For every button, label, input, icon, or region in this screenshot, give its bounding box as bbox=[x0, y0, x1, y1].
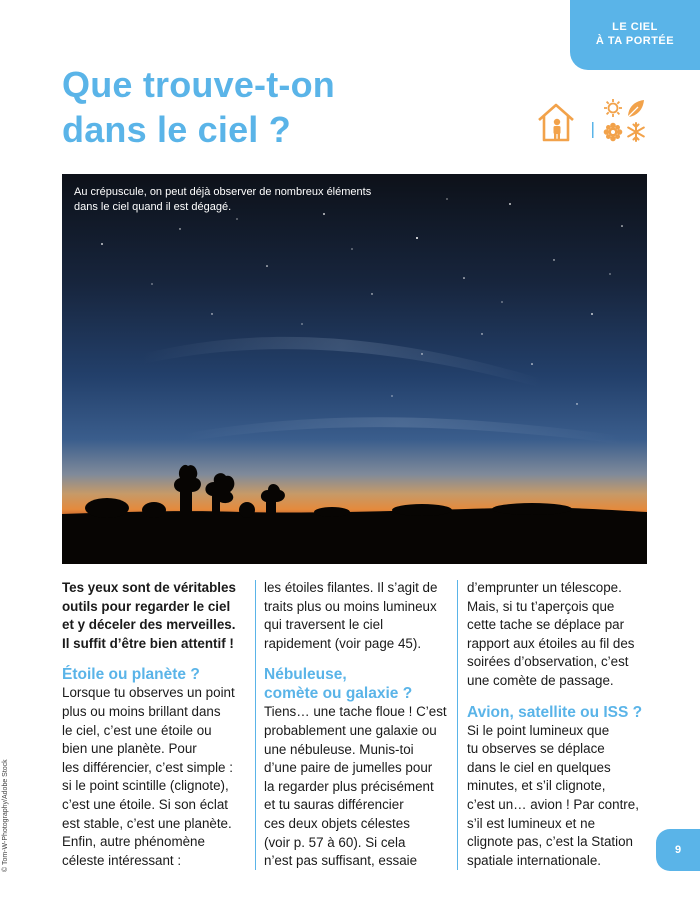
text-line: spatiale internationale. bbox=[467, 852, 601, 868]
photo-credit: © Tom-W-Photography/Adobe Stock bbox=[2, 759, 9, 872]
text-line: soirées d’observation, c’est bbox=[467, 654, 629, 670]
nebula-paragraph bbox=[264, 703, 449, 870]
text-line: Tiens… une tache floue ! C’est bbox=[264, 704, 447, 720]
text-line: minutes, et s’il clignote, bbox=[467, 778, 606, 794]
activity-icons bbox=[536, 98, 646, 144]
caption-line: éléments dans le ciel quand il est dégagé. bbox=[74, 186, 372, 213]
gear-flower-icon bbox=[604, 123, 623, 142]
column-1 bbox=[62, 579, 247, 870]
text-line: n’est pas suffisant, essaie bbox=[264, 853, 418, 869]
text-line: clignote pas, c’est la Station bbox=[467, 834, 633, 850]
text-line: et y déceler des merveilles. bbox=[62, 617, 236, 633]
text-line: cette tache se déplace par bbox=[467, 617, 625, 633]
section-tab-line1: LE CIEL bbox=[612, 21, 658, 33]
text-line: rapidement (voir page 45). bbox=[264, 635, 422, 651]
text-line: bien une planète. Pour bbox=[62, 741, 197, 757]
intro-paragraph bbox=[62, 579, 247, 653]
text-line: c’est un… avion ! Par contre, bbox=[467, 796, 639, 812]
section-tab bbox=[570, 0, 700, 70]
text-line: ces deux objets célestes bbox=[264, 815, 410, 831]
text-line: tu observes se déplace bbox=[467, 741, 605, 757]
heading-line: Nébuleuse, bbox=[264, 666, 347, 684]
comet-paragraph bbox=[467, 579, 652, 691]
page-number: 9 bbox=[656, 829, 700, 871]
star-planet-paragraph bbox=[62, 684, 247, 870]
text-line: traits plus ou moins lumineux bbox=[264, 598, 437, 614]
text-line: plus ou moins brillant dans bbox=[62, 703, 221, 719]
text-line: rapport aux étoiles au fil des bbox=[467, 635, 635, 651]
heading-nebula-comet-galaxy bbox=[264, 665, 449, 703]
snowflake-icon bbox=[628, 123, 644, 141]
text-line: céleste intéressant : bbox=[62, 852, 182, 868]
text-line: est stable, c’est une planète. bbox=[62, 815, 232, 831]
child-icon bbox=[554, 119, 561, 140]
text-line: les différencier, c’est simple : bbox=[62, 759, 233, 775]
text-line: s’il est lumineux et ne bbox=[467, 815, 596, 831]
text-line: outils pour regarder le ciel bbox=[62, 598, 231, 614]
twilight-sky-photo bbox=[62, 174, 647, 564]
text-line: une comète de passage. bbox=[467, 672, 614, 688]
text-line: d’une paire de jumelles pour bbox=[264, 760, 433, 776]
text-line: Enfin, autre phénomène bbox=[62, 834, 205, 850]
text-line: et tu sauras différencier bbox=[264, 797, 404, 813]
column-divider bbox=[255, 580, 256, 870]
text-line: si le point scintille (clignote), bbox=[62, 778, 229, 794]
text-line: Mais, si tu t’aperçois que bbox=[467, 598, 615, 614]
column-2 bbox=[264, 579, 449, 871]
text-line: Il suffit d’être bien attentif ! bbox=[62, 635, 234, 651]
text-line: Lorsque tu observes un point bbox=[62, 685, 235, 701]
text-line: (voir p. 57 à 60). Si cela bbox=[264, 834, 406, 850]
photo-caption bbox=[74, 185, 374, 215]
shooting-stars-paragraph bbox=[264, 579, 449, 653]
page-title bbox=[62, 62, 335, 152]
leaf-icon bbox=[628, 100, 644, 117]
text-line: probablement une galaxie ou bbox=[264, 722, 437, 738]
column-divider bbox=[457, 580, 458, 870]
sun-icon bbox=[604, 99, 622, 117]
section-tab-line2: À TA PORTÉE bbox=[595, 35, 675, 47]
column-3 bbox=[467, 579, 652, 870]
heading-line: comète ou galaxie ? bbox=[264, 685, 413, 703]
text-line: Tes yeux sont de véritables bbox=[62, 580, 236, 595]
icon-divider bbox=[592, 122, 594, 138]
text-line: dans le ciel en quelques bbox=[467, 759, 611, 775]
text-line: une nébuleuse. Munis-toi bbox=[264, 741, 414, 757]
text-line: Si le point lumineux que bbox=[467, 722, 610, 738]
page-title-line1: Que trouve-t-on bbox=[62, 64, 335, 105]
plane-iss-paragraph bbox=[467, 722, 652, 871]
caption-line: Au crépuscule, on peut déjà observer de nombreux bbox=[74, 186, 324, 198]
text-line: la regarder plus précisément bbox=[264, 778, 434, 794]
page-title-line2: dans le ciel ? bbox=[62, 109, 291, 150]
text-line: d’emprunter un télescope. bbox=[467, 580, 622, 595]
heading-plane-satellite-iss: Avion, satellite ou ISS ? bbox=[467, 703, 643, 721]
text-line: qui traversent le ciel bbox=[264, 617, 384, 633]
text-line: c’est une étoile. Si son éclat bbox=[62, 796, 228, 812]
text-line: les étoiles filantes. Il s’agit de bbox=[264, 580, 438, 595]
heading-star-or-planet: Étoile ou planète ? bbox=[62, 666, 200, 684]
text-line: le ciel, c’est une étoile ou bbox=[62, 722, 212, 738]
